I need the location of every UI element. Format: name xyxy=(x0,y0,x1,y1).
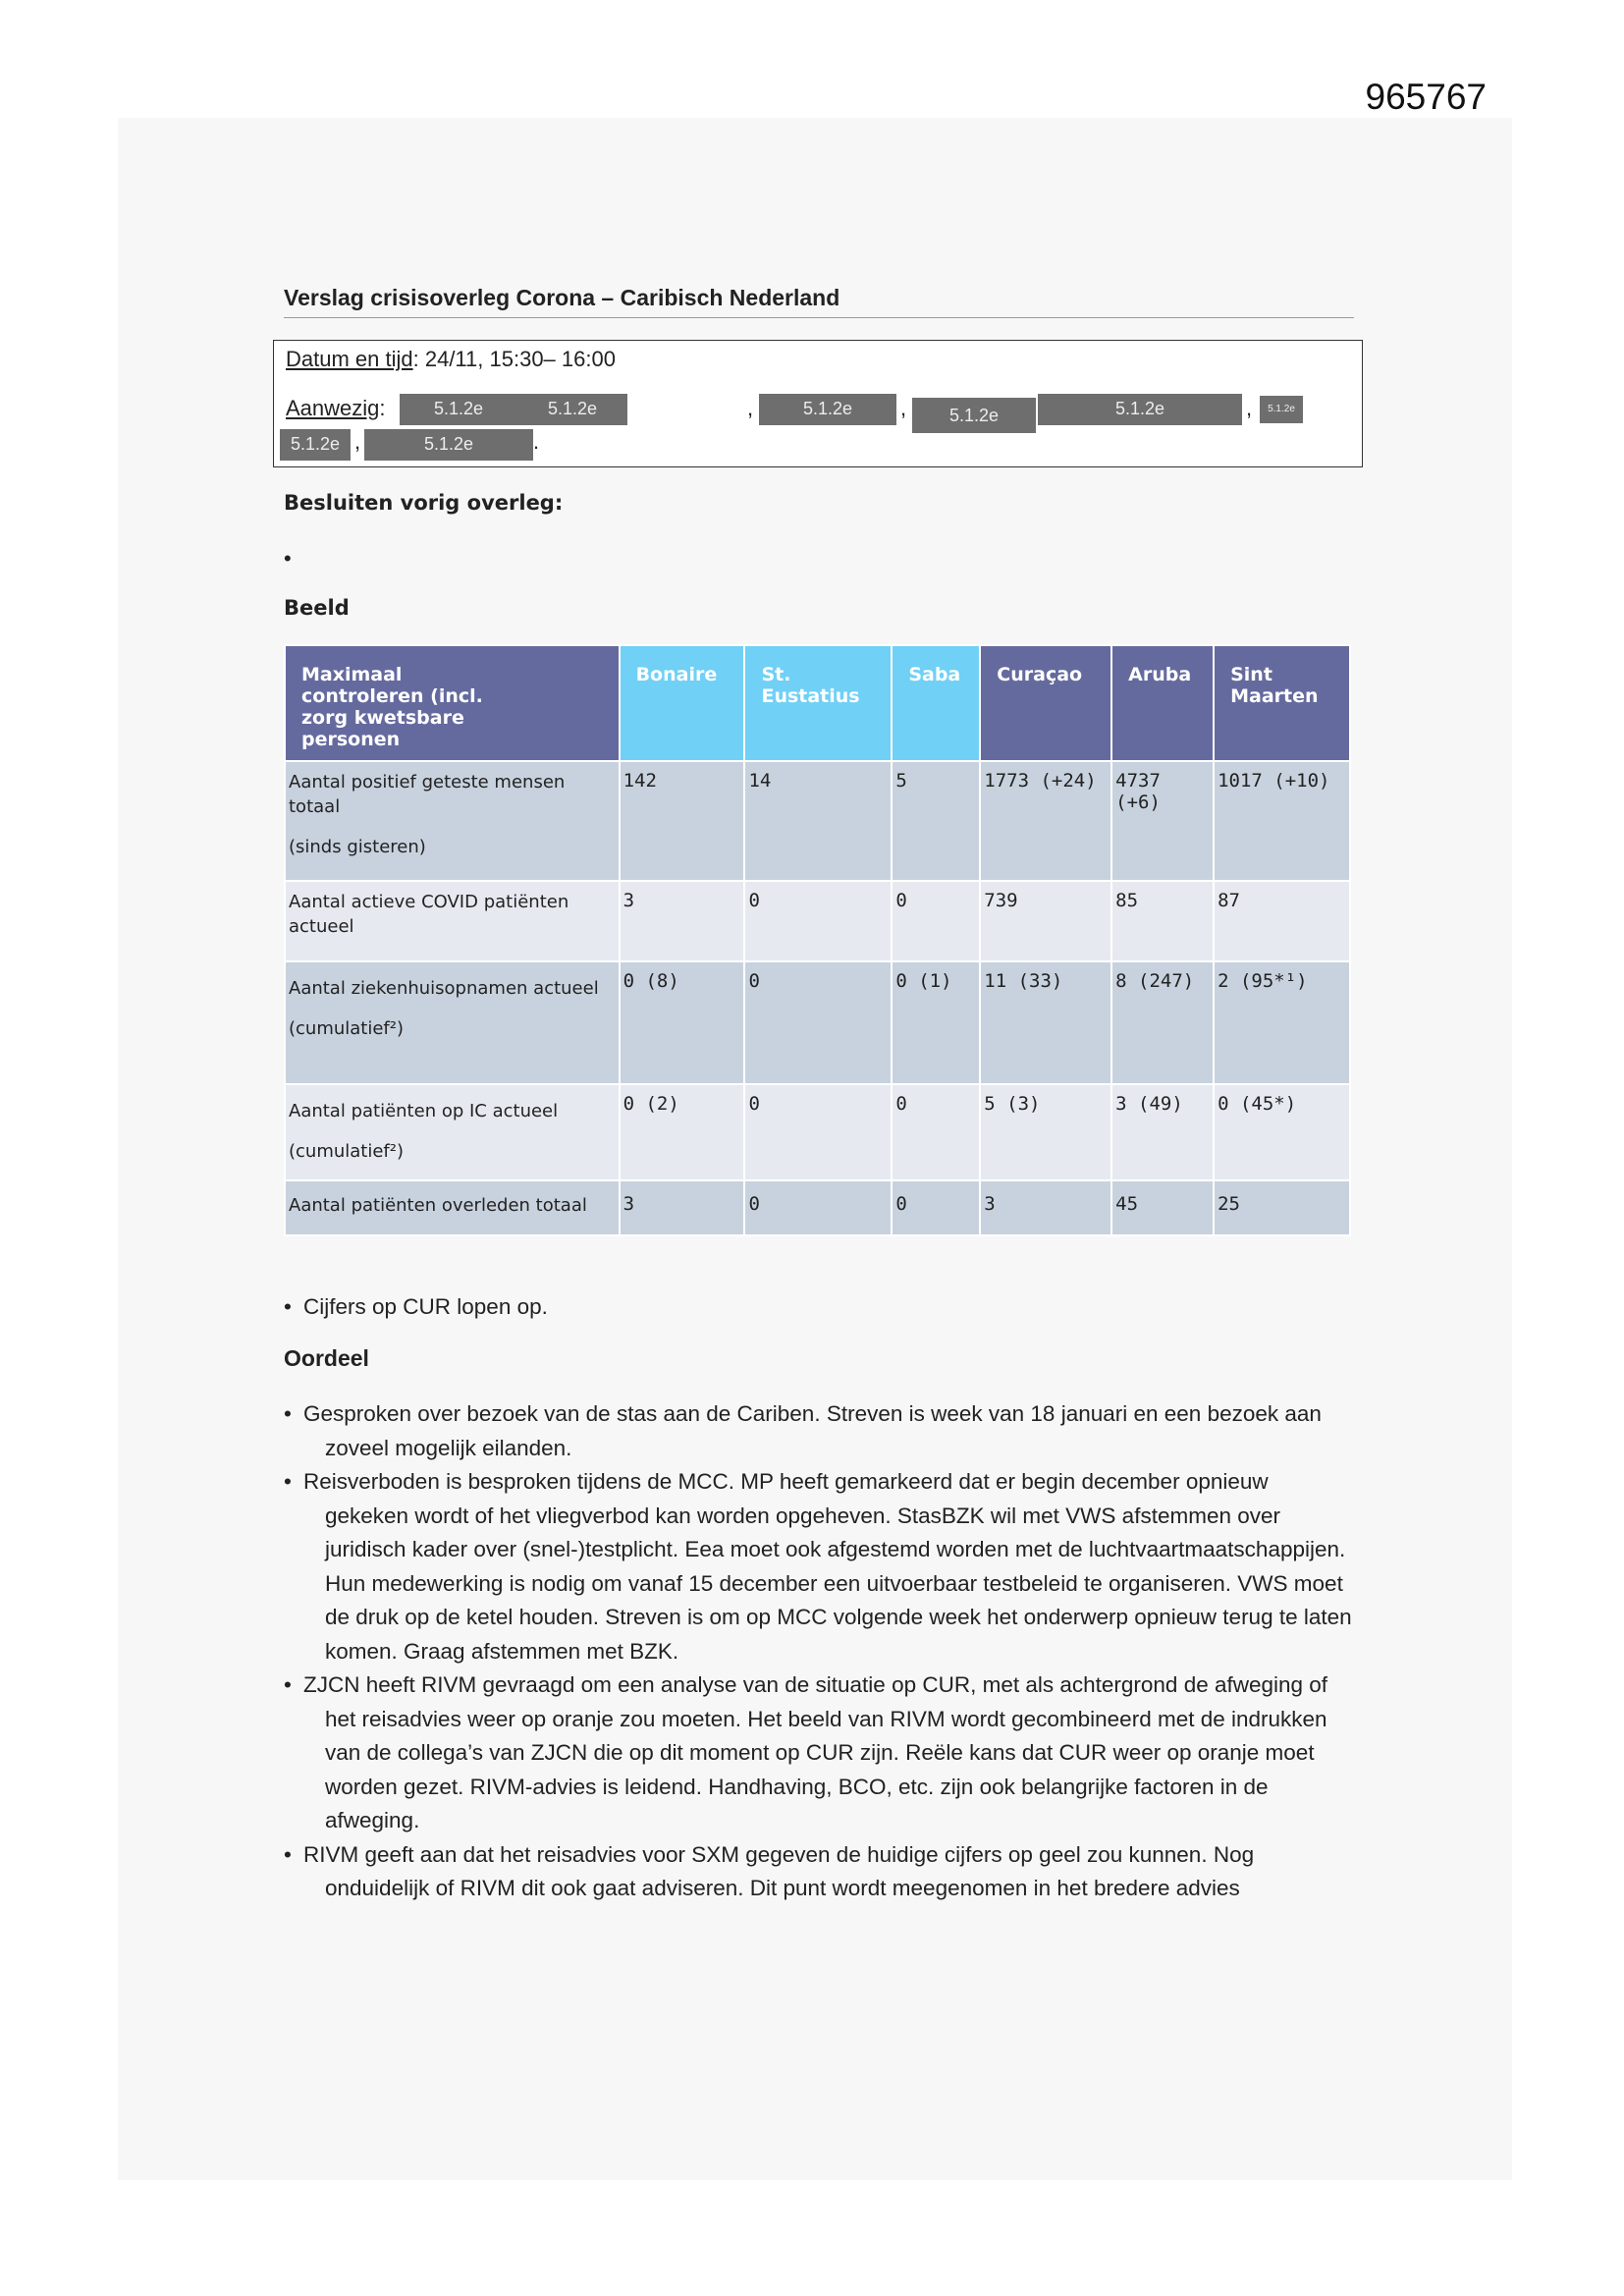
corner-line: personen xyxy=(301,729,401,750)
row-label-text: Aantal patiënten overleden totaal xyxy=(289,1195,587,1216)
list-item: • ZJCN heeft RIVM gevraagd om een analyse van de situatie op CUR, met als achtergrond de afweging of het reisadvies weer op oranje zou moeten. Het beeld van RIVM wordt gecombineerd met de indrukken van de collega’s van ZJCN die op dit moment op CUR zijn. Reële kans dat CUR weer op oranje moet worden gezet. RIVM-advies is leidend. Handhaving, BCO, etc. zijn ook belangrijke factoren in de afweging. xyxy=(284,1668,1354,1838)
row-label-sub: (cumulatief²) xyxy=(289,1018,405,1039)
table-cell: 85 xyxy=(1111,881,1214,961)
list-item: • Gesproken over bezoek van de stas aan de Cariben. Streven is week van 18 januari en een bezoek aan zoveel mogelijk eilanden. xyxy=(284,1397,1354,1465)
table-row xyxy=(285,961,1350,1084)
separator-period: . xyxy=(533,429,540,454)
table-cell: 3 (49) xyxy=(1111,1084,1214,1180)
table-cell: 0 xyxy=(744,961,892,1084)
redaction-block: 5.1.2e xyxy=(759,394,896,425)
table-cell: 8 (247) xyxy=(1111,961,1214,1084)
redaction-block: 5.1.2e xyxy=(280,429,351,461)
separator-comma: , xyxy=(747,396,754,420)
covid-figures-table xyxy=(284,644,1351,1236)
redaction-block: 5.1.2e xyxy=(1038,394,1242,425)
table-cell: 25 xyxy=(1214,1180,1350,1235)
column-header-sint-maarten: Sint Maarten xyxy=(1214,645,1350,761)
datum-label: Datum en tijd xyxy=(286,347,413,371)
row-label-text: Aantal patiënten op IC actueel xyxy=(289,1101,559,1121)
oordeel-list xyxy=(284,1397,1354,1906)
corner-line: controleren (incl. xyxy=(301,685,483,707)
corner-line: Maximaal xyxy=(301,664,403,685)
table-cell: 0 (1) xyxy=(892,961,980,1084)
datum-value: : 24/11, 15:30– 16:00 xyxy=(412,347,616,371)
separator-comma: , xyxy=(900,396,907,420)
row-label xyxy=(285,961,620,1084)
document-title: Verslag crisisoverleg Corona – Caribisch Nederland xyxy=(284,285,1354,318)
row-label-text: Aantal ziekenhuisopnamen actueel xyxy=(289,978,599,999)
table-row xyxy=(285,761,1350,881)
table-row xyxy=(285,1084,1350,1180)
table-cell: 4737 (+6) xyxy=(1111,761,1214,881)
table-cell: 45 xyxy=(1111,1180,1214,1235)
row-label xyxy=(285,1180,620,1235)
redaction-block: 5.1.2e xyxy=(400,394,517,425)
separator-comma: , xyxy=(1246,396,1253,420)
aanwezig-label: Aanwezig xyxy=(286,396,380,420)
list-item: • RIVM geeft aan dat het reisadvies voor SXM gegeven de huidige cijfers op geel zou kunnen. Nog onduidelijk of RIVM dit ook gaat adviseren. Dit punt wordt meegenomen in het bredere advies xyxy=(284,1838,1354,1906)
aanwezig-colon: : xyxy=(379,396,386,420)
table-cell: 3 xyxy=(620,881,745,961)
table-cell: 0 xyxy=(744,881,892,961)
row-label-sub: (sinds gisteren) xyxy=(289,837,426,857)
table-cell: 0 (8) xyxy=(620,961,745,1084)
row-label-sub: (cumulatief²) xyxy=(289,1141,405,1162)
empty-bullet: • xyxy=(284,546,292,571)
corner-line: zorg kwetsbare xyxy=(301,707,464,729)
table-cell: 0 xyxy=(744,1084,892,1180)
table-cell: 5 xyxy=(892,761,980,881)
table-row xyxy=(285,1180,1350,1235)
table-cell: 0 xyxy=(892,1180,980,1235)
besluiten-heading: Besluiten vorig overleg: xyxy=(284,491,564,515)
row-label-text: Aantal positief geteste mensen totaal xyxy=(289,772,566,817)
column-header-curacao: Curaçao xyxy=(980,645,1111,761)
table-cell: 0 xyxy=(744,1180,892,1235)
table-corner-header xyxy=(285,645,620,761)
oordeel-heading: Oordeel xyxy=(284,1345,369,1371)
table-cell: 3 xyxy=(980,1180,1111,1235)
datum-line xyxy=(286,347,616,372)
redaction-block: 5.1.2e xyxy=(1260,396,1303,423)
document-number: 965767 xyxy=(1365,77,1487,117)
table-cell: 3 xyxy=(620,1180,745,1235)
table-cell: 87 xyxy=(1214,881,1350,961)
table-cell: 739 xyxy=(980,881,1111,961)
table-cell: 1017 (+10) xyxy=(1214,761,1350,881)
table-cell: 0 xyxy=(892,881,980,961)
cijfers-list xyxy=(284,1290,1354,1325)
redaction-block: 5.1.2e xyxy=(517,394,627,425)
table-cell: 5 (3) xyxy=(980,1084,1111,1180)
list-item: • Cijfers op CUR lopen op. xyxy=(284,1290,1354,1325)
row-label xyxy=(285,881,620,961)
table-row xyxy=(285,881,1350,961)
table-cell: 1773 (+24) xyxy=(980,761,1111,881)
table-cell: 11 (33) xyxy=(980,961,1111,1084)
beeld-heading: Beeld xyxy=(284,596,350,620)
separator-comma: , xyxy=(354,429,361,454)
table-cell: 142 xyxy=(620,761,745,881)
table-cell: 0 xyxy=(892,1084,980,1180)
table-cell: 2 (95*¹) xyxy=(1214,961,1350,1084)
table-cell: 14 xyxy=(744,761,892,881)
list-item: • Reisverboden is besproken tijdens de MCC. MP heeft gemarkeerd dat er begin december opnieuw gekeken wordt of het vliegverbod kan worden opgeheven. StasBZK wil met VWS afstemmen over juridisch kader over (snel-)testplicht. Eea moet ook afgestemd worden met de luchtvaartmaatschappijen. Hun medewerking is nodig om vanaf 15 december een uitvoerbaar testbeleid te organiseren. VWS moet de druk op de ketel houden. Streven is om op MCC volgende week het onderwerp opnieuw terug te laten komen. Graag afstemmen met BZK. xyxy=(284,1465,1354,1668)
column-header-aruba: Aruba xyxy=(1111,645,1214,761)
row-label-text: Aantal actieve COVID patiënten actueel xyxy=(289,892,569,937)
redaction-block: 5.1.2e xyxy=(912,398,1036,433)
row-label xyxy=(285,761,620,881)
row-label xyxy=(285,1084,620,1180)
table-cell: 0 (45*) xyxy=(1214,1084,1350,1180)
column-header-bonaire: Bonaire xyxy=(620,645,745,761)
redaction-block: 5.1.2e xyxy=(364,429,533,461)
column-header-saba: Saba xyxy=(892,645,980,761)
aanwezig-line xyxy=(286,396,386,421)
meeting-info-box xyxy=(273,340,1363,467)
table-cell: 0 (2) xyxy=(620,1084,745,1180)
column-header-st-eustatius: St. Eustatius xyxy=(744,645,892,761)
